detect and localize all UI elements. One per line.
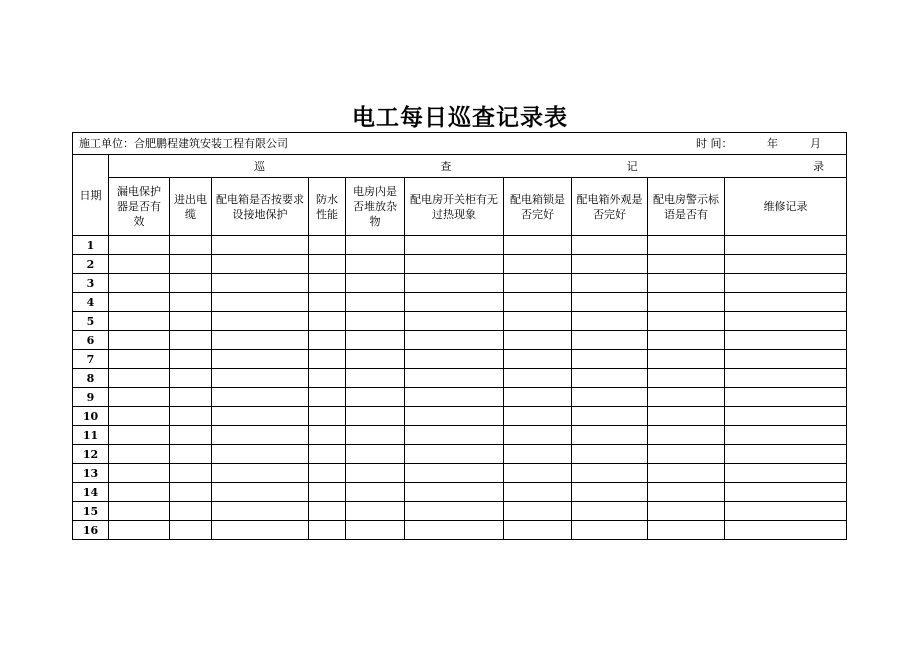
entry-cell[interactable]	[212, 312, 309, 331]
entry-cell[interactable]	[572, 236, 648, 255]
entry-cell[interactable]	[405, 502, 504, 521]
entry-cell[interactable]	[648, 255, 725, 274]
entry-cell[interactable]	[109, 445, 170, 464]
entry-cell[interactable]	[504, 236, 572, 255]
entry-cell[interactable]	[725, 236, 847, 255]
row-number: 4	[73, 293, 109, 312]
entry-cell[interactable]	[648, 445, 725, 464]
entry-cell[interactable]	[504, 483, 572, 502]
entry-cell[interactable]	[572, 483, 648, 502]
entry-cell[interactable]	[309, 407, 346, 426]
table-row	[73, 426, 847, 445]
entry-cell[interactable]	[504, 445, 572, 464]
entry-cell[interactable]	[309, 312, 346, 331]
entry-cell[interactable]	[504, 502, 572, 521]
entry-cell[interactable]	[346, 388, 405, 407]
entry-cell[interactable]	[572, 464, 648, 483]
entry-cell[interactable]	[170, 464, 212, 483]
entry-cell[interactable]	[309, 293, 346, 312]
column-header: 配电箱外观是否完好	[572, 178, 648, 236]
row-number: 1	[73, 236, 109, 255]
entry-cell[interactable]	[725, 483, 847, 502]
column-header: 配电箱锁是否完好	[504, 178, 572, 236]
entry-cell[interactable]	[725, 255, 847, 274]
entry-cell[interactable]	[648, 369, 725, 388]
entry-cell[interactable]	[212, 255, 309, 274]
entry-cell[interactable]	[309, 502, 346, 521]
row-number: 2	[73, 255, 109, 274]
entry-cell[interactable]	[504, 407, 572, 426]
entry-cell[interactable]	[109, 407, 170, 426]
entry-cell[interactable]	[212, 331, 309, 350]
entry-cell[interactable]	[648, 312, 725, 331]
entry-cell[interactable]	[109, 502, 170, 521]
entry-cell[interactable]	[109, 521, 170, 540]
entry-cell[interactable]	[504, 255, 572, 274]
table-row	[73, 312, 847, 331]
entry-cell[interactable]	[109, 274, 170, 293]
entry-cell[interactable]	[405, 293, 504, 312]
entry-cell[interactable]	[405, 388, 504, 407]
entry-cell[interactable]	[405, 274, 504, 293]
entry-cell[interactable]	[309, 445, 346, 464]
entry-cell[interactable]	[346, 502, 405, 521]
entry-cell[interactable]	[346, 445, 405, 464]
entry-cell[interactable]	[309, 236, 346, 255]
entry-cell[interactable]	[725, 350, 847, 369]
entry-cell[interactable]	[648, 464, 725, 483]
entry-cell[interactable]	[170, 407, 212, 426]
table-row	[73, 521, 847, 540]
entry-cell[interactable]	[572, 331, 648, 350]
entry-cell[interactable]	[212, 388, 309, 407]
entry-cell[interactable]	[648, 483, 725, 502]
entry-cell[interactable]	[109, 293, 170, 312]
entry-cell[interactable]	[346, 483, 405, 502]
entry-cell[interactable]	[504, 369, 572, 388]
row-number: 3	[73, 274, 109, 293]
column-header: 电房内是否堆放杂物	[346, 178, 405, 236]
entry-cell[interactable]	[212, 426, 309, 445]
entry-cell[interactable]	[309, 521, 346, 540]
entry-cell[interactable]	[405, 464, 504, 483]
entry-cell[interactable]	[346, 350, 405, 369]
section-header-char: 录	[813, 159, 825, 173]
entry-cell[interactable]	[648, 521, 725, 540]
entry-cell[interactable]	[572, 521, 648, 540]
section-header-char: 查	[440, 159, 452, 173]
column-header: 配电房警示标语是否有	[648, 178, 725, 236]
row-number: 13	[73, 464, 109, 483]
entry-cell[interactable]	[572, 369, 648, 388]
entry-cell[interactable]	[648, 426, 725, 445]
year-label: 年	[767, 137, 778, 150]
entry-cell[interactable]	[309, 331, 346, 350]
table-row	[73, 407, 847, 426]
row-number: 6	[73, 331, 109, 350]
entry-cell[interactable]	[648, 274, 725, 293]
entry-cell[interactable]	[725, 464, 847, 483]
row-number: 14	[73, 483, 109, 502]
entry-cell[interactable]	[346, 236, 405, 255]
entry-cell[interactable]	[405, 350, 504, 369]
entry-cell[interactable]	[109, 312, 170, 331]
row-number: 10	[73, 407, 109, 426]
entry-cell[interactable]	[346, 464, 405, 483]
entry-cell[interactable]	[504, 312, 572, 331]
entry-cell[interactable]	[309, 464, 346, 483]
entry-cell[interactable]	[572, 388, 648, 407]
unit-row	[73, 133, 847, 155]
entry-cell[interactable]	[572, 407, 648, 426]
entry-cell[interactable]	[170, 274, 212, 293]
entry-cell[interactable]	[212, 464, 309, 483]
entry-cell[interactable]	[725, 502, 847, 521]
entry-cell[interactable]	[109, 483, 170, 502]
entry-cell[interactable]	[309, 350, 346, 369]
column-header: 维修记录	[725, 178, 847, 236]
entry-cell[interactable]	[405, 236, 504, 255]
entry-cell[interactable]	[212, 502, 309, 521]
entry-cell[interactable]	[109, 464, 170, 483]
entry-cell[interactable]	[405, 312, 504, 331]
time-label: 时 间：	[696, 137, 733, 150]
entry-cell[interactable]	[170, 426, 212, 445]
table-row	[73, 483, 847, 502]
entry-cell[interactable]	[725, 388, 847, 407]
entry-cell[interactable]	[572, 293, 648, 312]
row-number: 9	[73, 388, 109, 407]
entry-cell[interactable]	[648, 407, 725, 426]
entry-cell[interactable]	[405, 255, 504, 274]
table-row	[73, 464, 847, 483]
construction-unit-label: 施工单位：合肥鹏程建筑安装工程有限公司	[79, 137, 288, 150]
section-header-char: 巡	[254, 159, 265, 173]
entry-cell[interactable]	[109, 350, 170, 369]
entry-cell[interactable]	[109, 331, 170, 350]
entry-cell[interactable]	[170, 502, 212, 521]
entry-cell[interactable]	[725, 407, 847, 426]
entry-cell[interactable]	[170, 483, 212, 502]
entry-cell[interactable]	[725, 312, 847, 331]
entry-cell[interactable]	[309, 369, 346, 388]
entry-cell[interactable]	[725, 331, 847, 350]
entry-cell[interactable]	[572, 255, 648, 274]
entry-cell[interactable]	[212, 236, 309, 255]
entry-cell[interactable]	[346, 255, 405, 274]
entry-cell[interactable]	[504, 331, 572, 350]
column-header: 配电房开关柜有无过热现象	[405, 178, 504, 236]
entry-cell[interactable]	[346, 426, 405, 445]
entry-cell[interactable]	[572, 350, 648, 369]
entry-cell[interactable]	[405, 369, 504, 388]
inspection-table	[72, 132, 847, 540]
row-number: 15	[73, 502, 109, 521]
entry-cell[interactable]	[109, 255, 170, 274]
table-row	[73, 388, 847, 407]
entry-cell[interactable]	[504, 274, 572, 293]
date-header: 日期	[73, 155, 109, 236]
entry-cell[interactable]	[725, 521, 847, 540]
entry-cell[interactable]	[212, 521, 309, 540]
entry-cell[interactable]	[648, 236, 725, 255]
entry-cell[interactable]	[212, 293, 309, 312]
entry-cell[interactable]	[309, 388, 346, 407]
entry-cell[interactable]	[346, 331, 405, 350]
row-number: 12	[73, 445, 109, 464]
month-label: 月	[810, 137, 821, 150]
entry-cell[interactable]	[170, 293, 212, 312]
entry-cell[interactable]	[212, 445, 309, 464]
row-number: 8	[73, 369, 109, 388]
inspection-record-header	[109, 155, 847, 178]
entry-cell[interactable]	[309, 255, 346, 274]
entry-cell[interactable]	[346, 293, 405, 312]
table-row	[73, 369, 847, 388]
entry-cell[interactable]	[572, 312, 648, 331]
entry-cell[interactable]	[212, 274, 309, 293]
row-number: 7	[73, 350, 109, 369]
entry-cell[interactable]	[504, 426, 572, 445]
entry-cell[interactable]	[309, 483, 346, 502]
entry-cell[interactable]	[648, 388, 725, 407]
entry-cell[interactable]	[725, 293, 847, 312]
entry-cell[interactable]	[648, 293, 725, 312]
entry-cell[interactable]	[648, 350, 725, 369]
entry-cell[interactable]	[504, 293, 572, 312]
entry-cell[interactable]	[170, 369, 212, 388]
row-number: 11	[73, 426, 109, 445]
entry-cell[interactable]	[725, 426, 847, 445]
column-header: 防水性能	[309, 178, 346, 236]
entry-cell[interactable]	[725, 445, 847, 464]
entry-cell[interactable]	[405, 407, 504, 426]
entry-cell[interactable]	[405, 445, 504, 464]
entry-cell[interactable]	[725, 274, 847, 293]
entry-cell[interactable]	[504, 521, 572, 540]
entry-cell[interactable]	[212, 369, 309, 388]
entry-cell[interactable]	[504, 388, 572, 407]
entry-cell[interactable]	[212, 407, 309, 426]
entry-cell[interactable]	[170, 445, 212, 464]
entry-cell[interactable]	[504, 464, 572, 483]
entry-cell[interactable]	[212, 350, 309, 369]
table-row	[73, 502, 847, 521]
entry-cell[interactable]	[109, 369, 170, 388]
entry-cell[interactable]	[572, 502, 648, 521]
column-header: 配电箱是否按要求设接地保护	[212, 178, 309, 236]
page-title: 电工每日巡查记录表	[352, 105, 568, 131]
entry-cell[interactable]	[309, 426, 346, 445]
entry-cell[interactable]	[170, 521, 212, 540]
table-row	[73, 331, 847, 350]
entry-cell[interactable]	[346, 407, 405, 426]
entry-cell[interactable]	[648, 331, 725, 350]
entry-cell[interactable]	[109, 388, 170, 407]
entry-cell[interactable]	[405, 426, 504, 445]
column-header: 漏电保护器是否有效	[109, 178, 170, 236]
row-number: 16	[73, 521, 109, 540]
entry-cell[interactable]	[309, 274, 346, 293]
entry-cell[interactable]	[346, 369, 405, 388]
entry-cell[interactable]	[648, 502, 725, 521]
row-number: 5	[73, 312, 109, 331]
table-row	[73, 274, 847, 293]
entry-cell[interactable]	[725, 369, 847, 388]
table-row	[73, 293, 847, 312]
table-row	[73, 350, 847, 369]
entry-cell[interactable]	[170, 255, 212, 274]
entry-cell[interactable]	[405, 331, 504, 350]
table-row	[73, 236, 847, 255]
entry-cell[interactable]	[109, 236, 170, 255]
entry-cell[interactable]	[405, 483, 504, 502]
entry-cell[interactable]	[109, 426, 170, 445]
entry-cell[interactable]	[346, 312, 405, 331]
entry-cell[interactable]	[170, 331, 212, 350]
entry-cell[interactable]	[170, 388, 212, 407]
table-row	[73, 255, 847, 274]
entry-cell[interactable]	[346, 274, 405, 293]
section-header-char: 记	[626, 159, 638, 173]
entry-cell[interactable]	[170, 350, 212, 369]
entry-cell[interactable]	[572, 426, 648, 445]
entry-cell[interactable]	[346, 521, 405, 540]
entry-cell[interactable]	[212, 483, 309, 502]
entry-cell[interactable]	[572, 445, 648, 464]
column-header: 进出电缆	[170, 178, 212, 236]
table-row	[73, 445, 847, 464]
entry-cell[interactable]	[170, 312, 212, 331]
entry-cell[interactable]	[572, 274, 648, 293]
entry-cell[interactable]	[170, 236, 212, 255]
entry-cell[interactable]	[504, 350, 572, 369]
entry-cell[interactable]	[405, 521, 504, 540]
